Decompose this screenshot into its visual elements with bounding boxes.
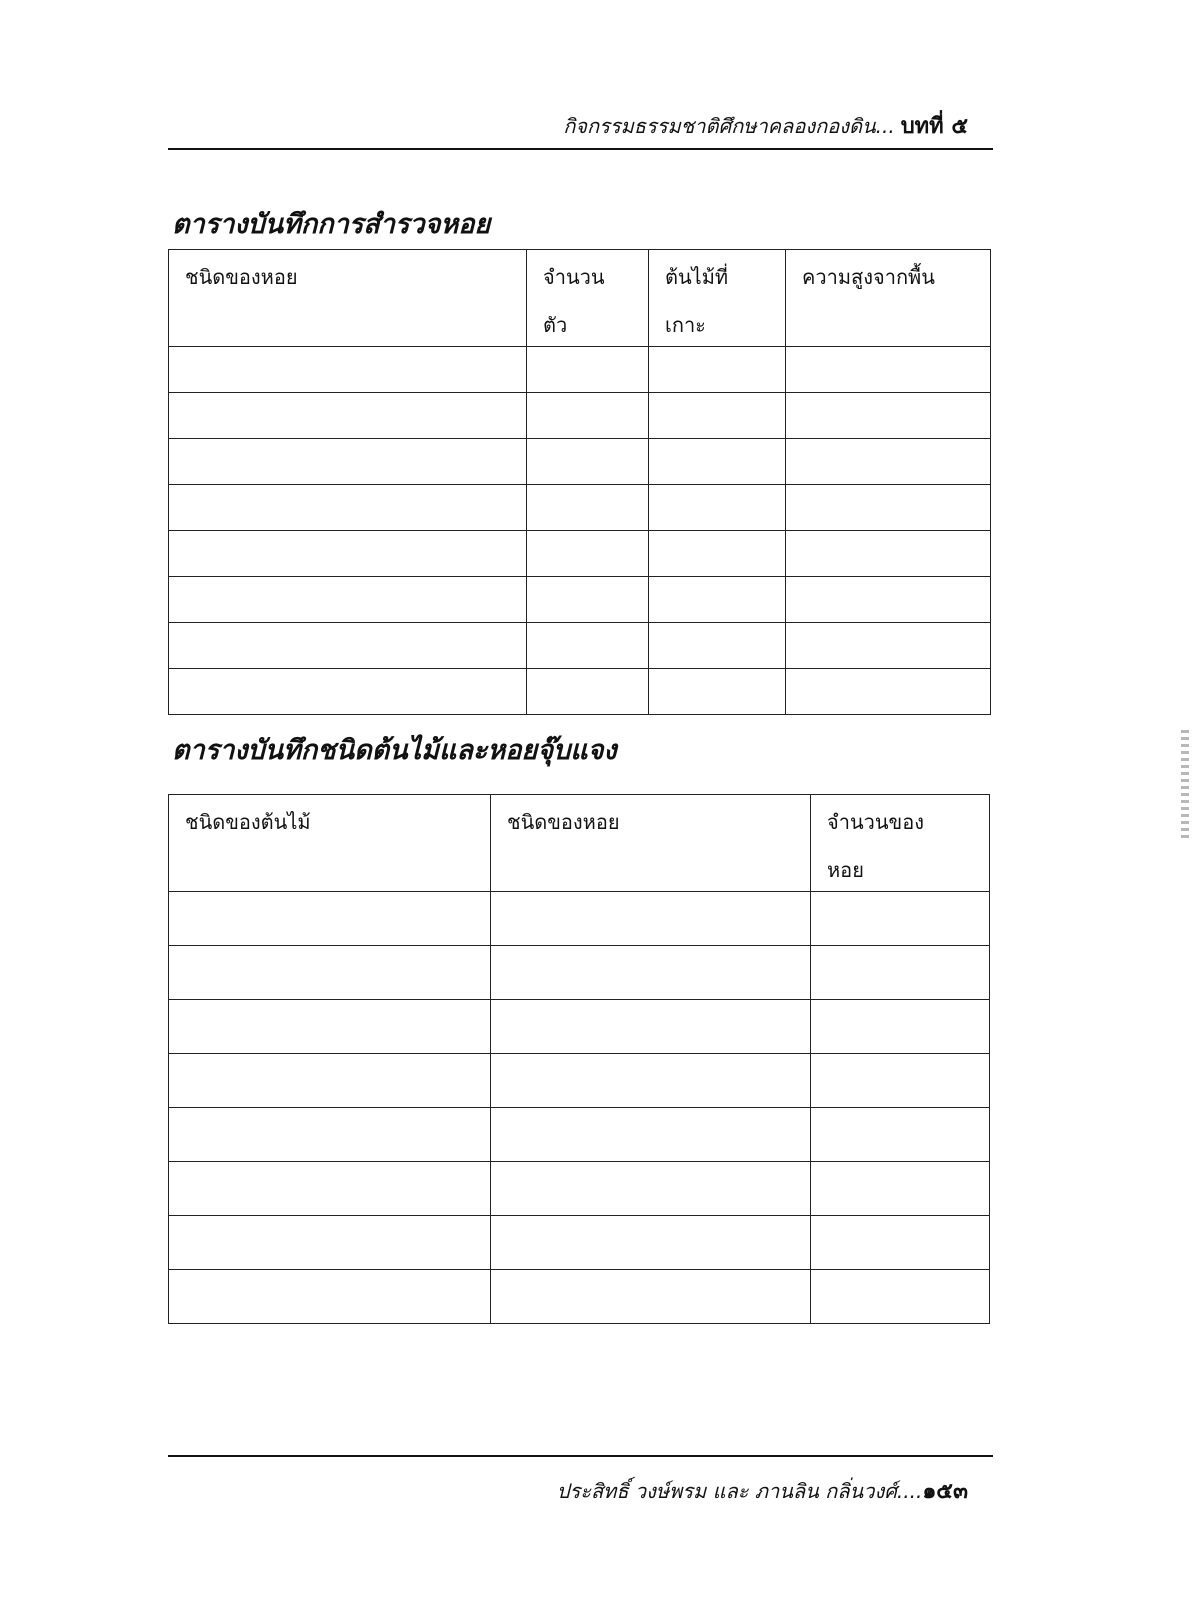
table-cell [491,1108,811,1162]
table-row [169,1108,990,1162]
table-cell [786,623,991,669]
table-cell [169,347,527,393]
table-cell [169,393,527,439]
table-cell [649,439,786,485]
table-cell [169,485,527,531]
table-cell [649,669,786,715]
table-cell [169,439,527,485]
table-cell [649,531,786,577]
table-cell [527,393,649,439]
table-header-row [169,795,990,892]
table-cell [527,531,649,577]
header-snail-type [169,250,527,347]
table-cell [786,577,991,623]
header-line: ชนิดของหอย [507,810,620,834]
table-cell [649,393,786,439]
header-snail-count [811,795,990,892]
table-cell [649,623,786,669]
table-cell [786,485,991,531]
table-cell [811,946,990,1000]
table-cell [786,531,991,577]
table-row [169,531,991,577]
table-row [169,485,991,531]
tree-snail-table [168,794,990,1324]
table-body [169,892,990,1324]
table-cell [491,946,811,1000]
footer-rule [168,1455,993,1457]
footer-authors: ประสิทธิ์ วงษ์พรม และ ภานลิน กลิ่นวงศ์.... [556,1479,923,1503]
table-cell [169,1000,491,1054]
table-row [169,892,990,946]
table-cell [527,485,649,531]
header-line: ชนิดของต้นไม้ [185,810,311,834]
table-row [169,946,990,1000]
table-cell [811,1162,990,1216]
table-cell [786,393,991,439]
table-cell [169,946,491,1000]
table-row [169,577,991,623]
table-cell [811,1054,990,1108]
header-height-from-ground [786,250,991,347]
table-row [169,1000,990,1054]
table-cell [491,1270,811,1324]
table-cell [527,669,649,715]
table-cell [811,1270,990,1324]
table-cell [811,1216,990,1270]
table-row [169,669,991,715]
header-host-tree [649,250,786,347]
snail-survey-table [168,249,991,715]
running-header [563,108,968,143]
table-cell [169,577,527,623]
table-cell [527,439,649,485]
running-title: กิจกรรมธรรมชาติศึกษาคลองกองดิน... [563,114,895,138]
chapter-label: บทที่ ๕ [900,114,968,139]
header-line: ต้นไม้ที่ [665,265,729,289]
table-cell [811,1000,990,1054]
header-count [527,250,649,347]
page-number: ๑๕๓ [922,1479,968,1504]
table-cell [649,347,786,393]
header-tree-type [169,795,491,892]
table2-title: ตารางบันทึกชนิดต้นไม้และหอยจุ๊บแจง [172,735,617,766]
header-line: ชนิดของหอย [185,265,298,289]
table-header-row [169,250,991,347]
table-cell [527,347,649,393]
table-cell [649,485,786,531]
table-cell [491,1216,811,1270]
table-row [169,1054,990,1108]
table-cell [169,623,527,669]
table-body [169,347,991,715]
table-row [169,393,991,439]
header-line: จำนวน [543,265,605,289]
table-cell [169,892,491,946]
scan-artifact [1181,730,1189,840]
table-cell [649,577,786,623]
table-cell [169,1270,491,1324]
table-cell [169,1108,491,1162]
table-cell [811,892,990,946]
table-cell [169,531,527,577]
header-line: ความสูงจากพื้น [802,265,935,289]
table-row [169,347,991,393]
header-rule [168,148,993,150]
header-line: หอย [827,858,864,882]
table-cell [491,1054,811,1108]
footer [557,1473,968,1508]
table-row [169,1162,990,1216]
table-cell [169,1054,491,1108]
table1-title: ตารางบันทึกการสำรวจหอย [172,209,491,240]
table-row [169,439,991,485]
table-cell [169,1216,491,1270]
table-cell [491,1000,811,1054]
table-cell [786,347,991,393]
table-row [169,1270,990,1324]
table-cell [169,1162,491,1216]
table-cell [786,439,991,485]
header-line: เกาะ [665,313,706,337]
table-cell [527,623,649,669]
table-row [169,623,991,669]
table-cell [811,1108,990,1162]
table-cell [491,892,811,946]
table-cell [491,1162,811,1216]
header-snail-type [491,795,811,892]
table-row [169,1216,990,1270]
header-line: ตัว [543,313,568,337]
table-cell [786,669,991,715]
table-cell [169,669,527,715]
header-line: จำนวนของ [827,810,924,834]
table-cell [527,577,649,623]
